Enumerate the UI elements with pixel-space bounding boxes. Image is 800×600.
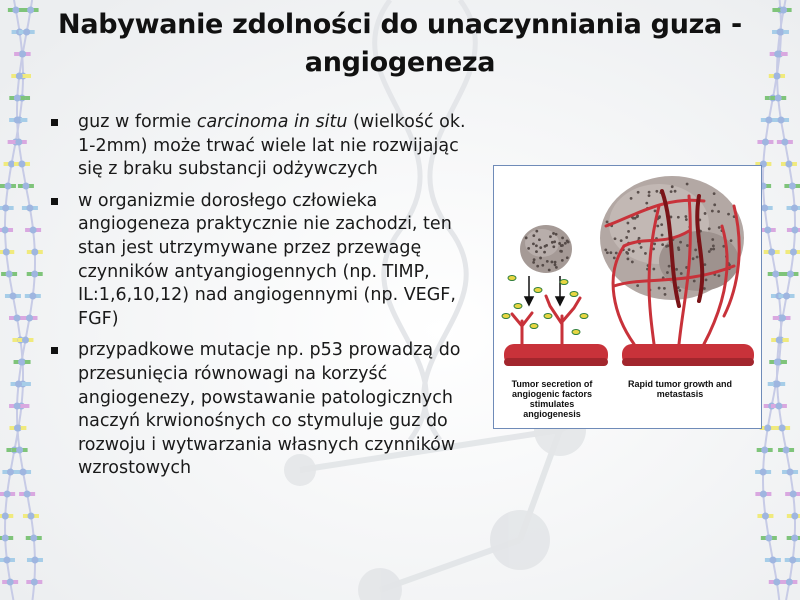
tumor-cell xyxy=(679,241,682,244)
bullet-item: przypadkowe mutacje np. p53 prowadzą do przesunięcia równowagi na korzyść angiogenezy, powstawanie patologicznych naczyń krwionośnych co stymuluje guz do rozwoju i wytwarzania własnych czynników wzrostowych xyxy=(46,339,486,481)
tumor-cell xyxy=(627,230,630,233)
tumor-cell xyxy=(628,248,631,251)
tumor-cell xyxy=(645,202,648,205)
tumor-cell xyxy=(663,287,666,290)
tumor-cell xyxy=(648,194,651,197)
bullet-text: guz w formie xyxy=(78,112,197,132)
tumor-cell xyxy=(711,238,714,241)
tumor-cell xyxy=(554,263,557,266)
angiogenic-factor xyxy=(572,330,580,335)
tumor-cell xyxy=(609,251,612,254)
tumor-cell xyxy=(525,236,528,239)
tumor-cell xyxy=(538,238,541,241)
tumor-cell xyxy=(552,245,555,248)
slide-title: Nabywanie zdolności do unaczynniania guza - angiogeneza xyxy=(58,9,742,78)
tumor-cell xyxy=(680,272,683,275)
tumor-cell xyxy=(638,237,641,240)
tumor-cell xyxy=(704,212,707,215)
vessel-sprouts xyxy=(512,296,580,344)
bullet-text: (wielkość ok. 1-2mm) może trwać wiele lat nie rozwijając się z braku substancji odżywczych xyxy=(78,112,466,180)
angiogenic-factor xyxy=(530,324,538,329)
bullet-list xyxy=(46,111,486,489)
tumor-cell xyxy=(631,261,634,264)
blood-vessel-right xyxy=(622,344,754,366)
tumor-cell xyxy=(677,246,680,249)
tumor-cell xyxy=(566,256,569,259)
tumor-cell xyxy=(675,268,678,271)
tumor-cell xyxy=(567,241,570,244)
tumor-cell xyxy=(664,293,667,296)
tumor-cell xyxy=(655,190,658,193)
tumor-cell xyxy=(656,225,659,228)
tumor-cell xyxy=(549,235,552,238)
tumor-cell xyxy=(564,242,567,245)
tumor-cell xyxy=(727,213,730,216)
tumor-cell xyxy=(533,258,536,261)
tumor-cell xyxy=(661,234,664,237)
tumor-cell xyxy=(539,257,542,260)
tumor-cell xyxy=(703,263,706,266)
tumor-cell xyxy=(633,227,636,230)
tumor-cell xyxy=(678,289,681,292)
tumor-cell xyxy=(614,237,617,240)
angiogenic-factor xyxy=(502,314,510,319)
tumor-cell xyxy=(708,227,711,230)
tumor-cell xyxy=(625,236,628,239)
tumor-cell xyxy=(658,287,661,290)
tumor-cell xyxy=(648,191,651,194)
bullet-text-italic: carcinoma in situ xyxy=(196,112,348,132)
tumor-cell xyxy=(546,260,549,263)
tumor-cell xyxy=(548,269,551,272)
tumor-cell xyxy=(665,245,668,248)
angiogenic-factor xyxy=(514,304,522,309)
tumor-cell xyxy=(712,248,715,251)
tumor-cell xyxy=(545,244,548,247)
tumor-cell xyxy=(710,248,713,251)
tumor-cell xyxy=(654,209,657,212)
tumor-cell xyxy=(560,250,563,253)
angiogenic-factor xyxy=(534,288,542,293)
tumor-cell xyxy=(606,251,609,254)
tumor-cell xyxy=(555,266,558,269)
tumor-cell xyxy=(693,280,696,283)
tumor-cell xyxy=(532,234,535,237)
tumor-cell xyxy=(551,261,554,264)
tumor-cell xyxy=(666,271,669,274)
angiogenic-factor xyxy=(544,314,552,319)
tumor-cell xyxy=(636,284,639,287)
tumor-cell xyxy=(606,220,609,223)
tumor-cell xyxy=(713,192,716,195)
tumor-cell xyxy=(536,265,539,268)
tumor-cell xyxy=(539,246,542,249)
tumor-cell xyxy=(561,259,564,262)
arrow-icon xyxy=(525,276,564,305)
tumor-cell xyxy=(670,190,673,193)
angiogenic-factor xyxy=(508,276,516,281)
tumor-cell xyxy=(696,256,699,259)
tumor-cell xyxy=(658,215,661,218)
tumor-cell xyxy=(640,246,643,249)
tumor-cell xyxy=(718,226,721,229)
tumor-cell xyxy=(535,230,538,233)
tumor-cell xyxy=(705,279,708,282)
tumor-cell xyxy=(615,252,618,255)
tumor-cell xyxy=(532,261,535,264)
tumor-cell xyxy=(712,245,715,248)
tumor-cell xyxy=(686,244,689,247)
tumor-cell xyxy=(674,190,677,193)
tumor-cell xyxy=(535,244,538,247)
tumor-cell xyxy=(561,244,564,247)
tumor-cell xyxy=(630,197,633,200)
tumor-cell xyxy=(532,242,535,245)
blood-vessel-left xyxy=(504,344,608,366)
tumor-cell xyxy=(685,218,688,221)
tumor-cell xyxy=(660,223,663,226)
bullet-item: w organizmie dorosłego człowieka angiogeneza praktycznie nie zachodzi, ten stan jest utrzymywane przez przewagę czynników antyangiogennych (np. TIMP, IL:1,6,10,12) nad angiogennymi (np. VEGF, FGF) xyxy=(46,190,486,332)
angiogenic-factor xyxy=(570,292,578,297)
tumor-cell xyxy=(535,250,538,253)
tumor-cell xyxy=(541,264,544,267)
angiogenesis-illustration xyxy=(493,165,762,429)
angiogenic-factor xyxy=(580,314,588,319)
tumor-cell xyxy=(627,222,630,225)
tumor-cell xyxy=(694,249,697,252)
tumor-cell xyxy=(527,247,530,250)
tumor-cell xyxy=(661,243,664,246)
tumor-cell xyxy=(671,185,674,188)
tumor-cell xyxy=(668,265,671,268)
tumor-cell xyxy=(636,215,639,218)
tumor-cell xyxy=(627,258,630,261)
tumor-cell xyxy=(644,252,647,255)
tumor-cell xyxy=(551,241,554,244)
tumor-cell xyxy=(718,274,721,277)
tumor-cell xyxy=(692,257,695,260)
tumor-cell xyxy=(554,261,557,264)
tumor-cell xyxy=(686,183,689,186)
tumor-cell xyxy=(626,252,629,255)
caption-left: Tumor secretion of angiogenic factors stimulates angiogenesis xyxy=(511,379,593,419)
tumor-cell xyxy=(561,236,564,239)
caption-right: Rapid tumor growth and metastasis xyxy=(628,379,732,399)
tumor-cell xyxy=(632,250,635,253)
bullet-item xyxy=(46,111,486,182)
angiogenic-factor xyxy=(560,280,568,285)
tumor-cell xyxy=(677,216,680,219)
tumor-cell xyxy=(637,191,640,194)
tumor-cell xyxy=(553,240,556,243)
tumor-cell xyxy=(555,233,558,236)
tumor-cell xyxy=(708,250,711,253)
tumor-cell xyxy=(717,210,720,213)
tumor-cell xyxy=(713,203,716,206)
tumor-cell xyxy=(613,257,616,260)
tumor-cell xyxy=(620,239,623,242)
tumor-cell xyxy=(652,268,655,271)
tumor-cell xyxy=(604,249,607,252)
tumor-cell xyxy=(543,251,546,254)
tumor-cell xyxy=(684,215,687,218)
tumor-cell xyxy=(653,242,656,245)
tumor-cell xyxy=(552,232,555,235)
tumor-cell xyxy=(730,239,733,242)
tumor-cell xyxy=(711,210,714,213)
